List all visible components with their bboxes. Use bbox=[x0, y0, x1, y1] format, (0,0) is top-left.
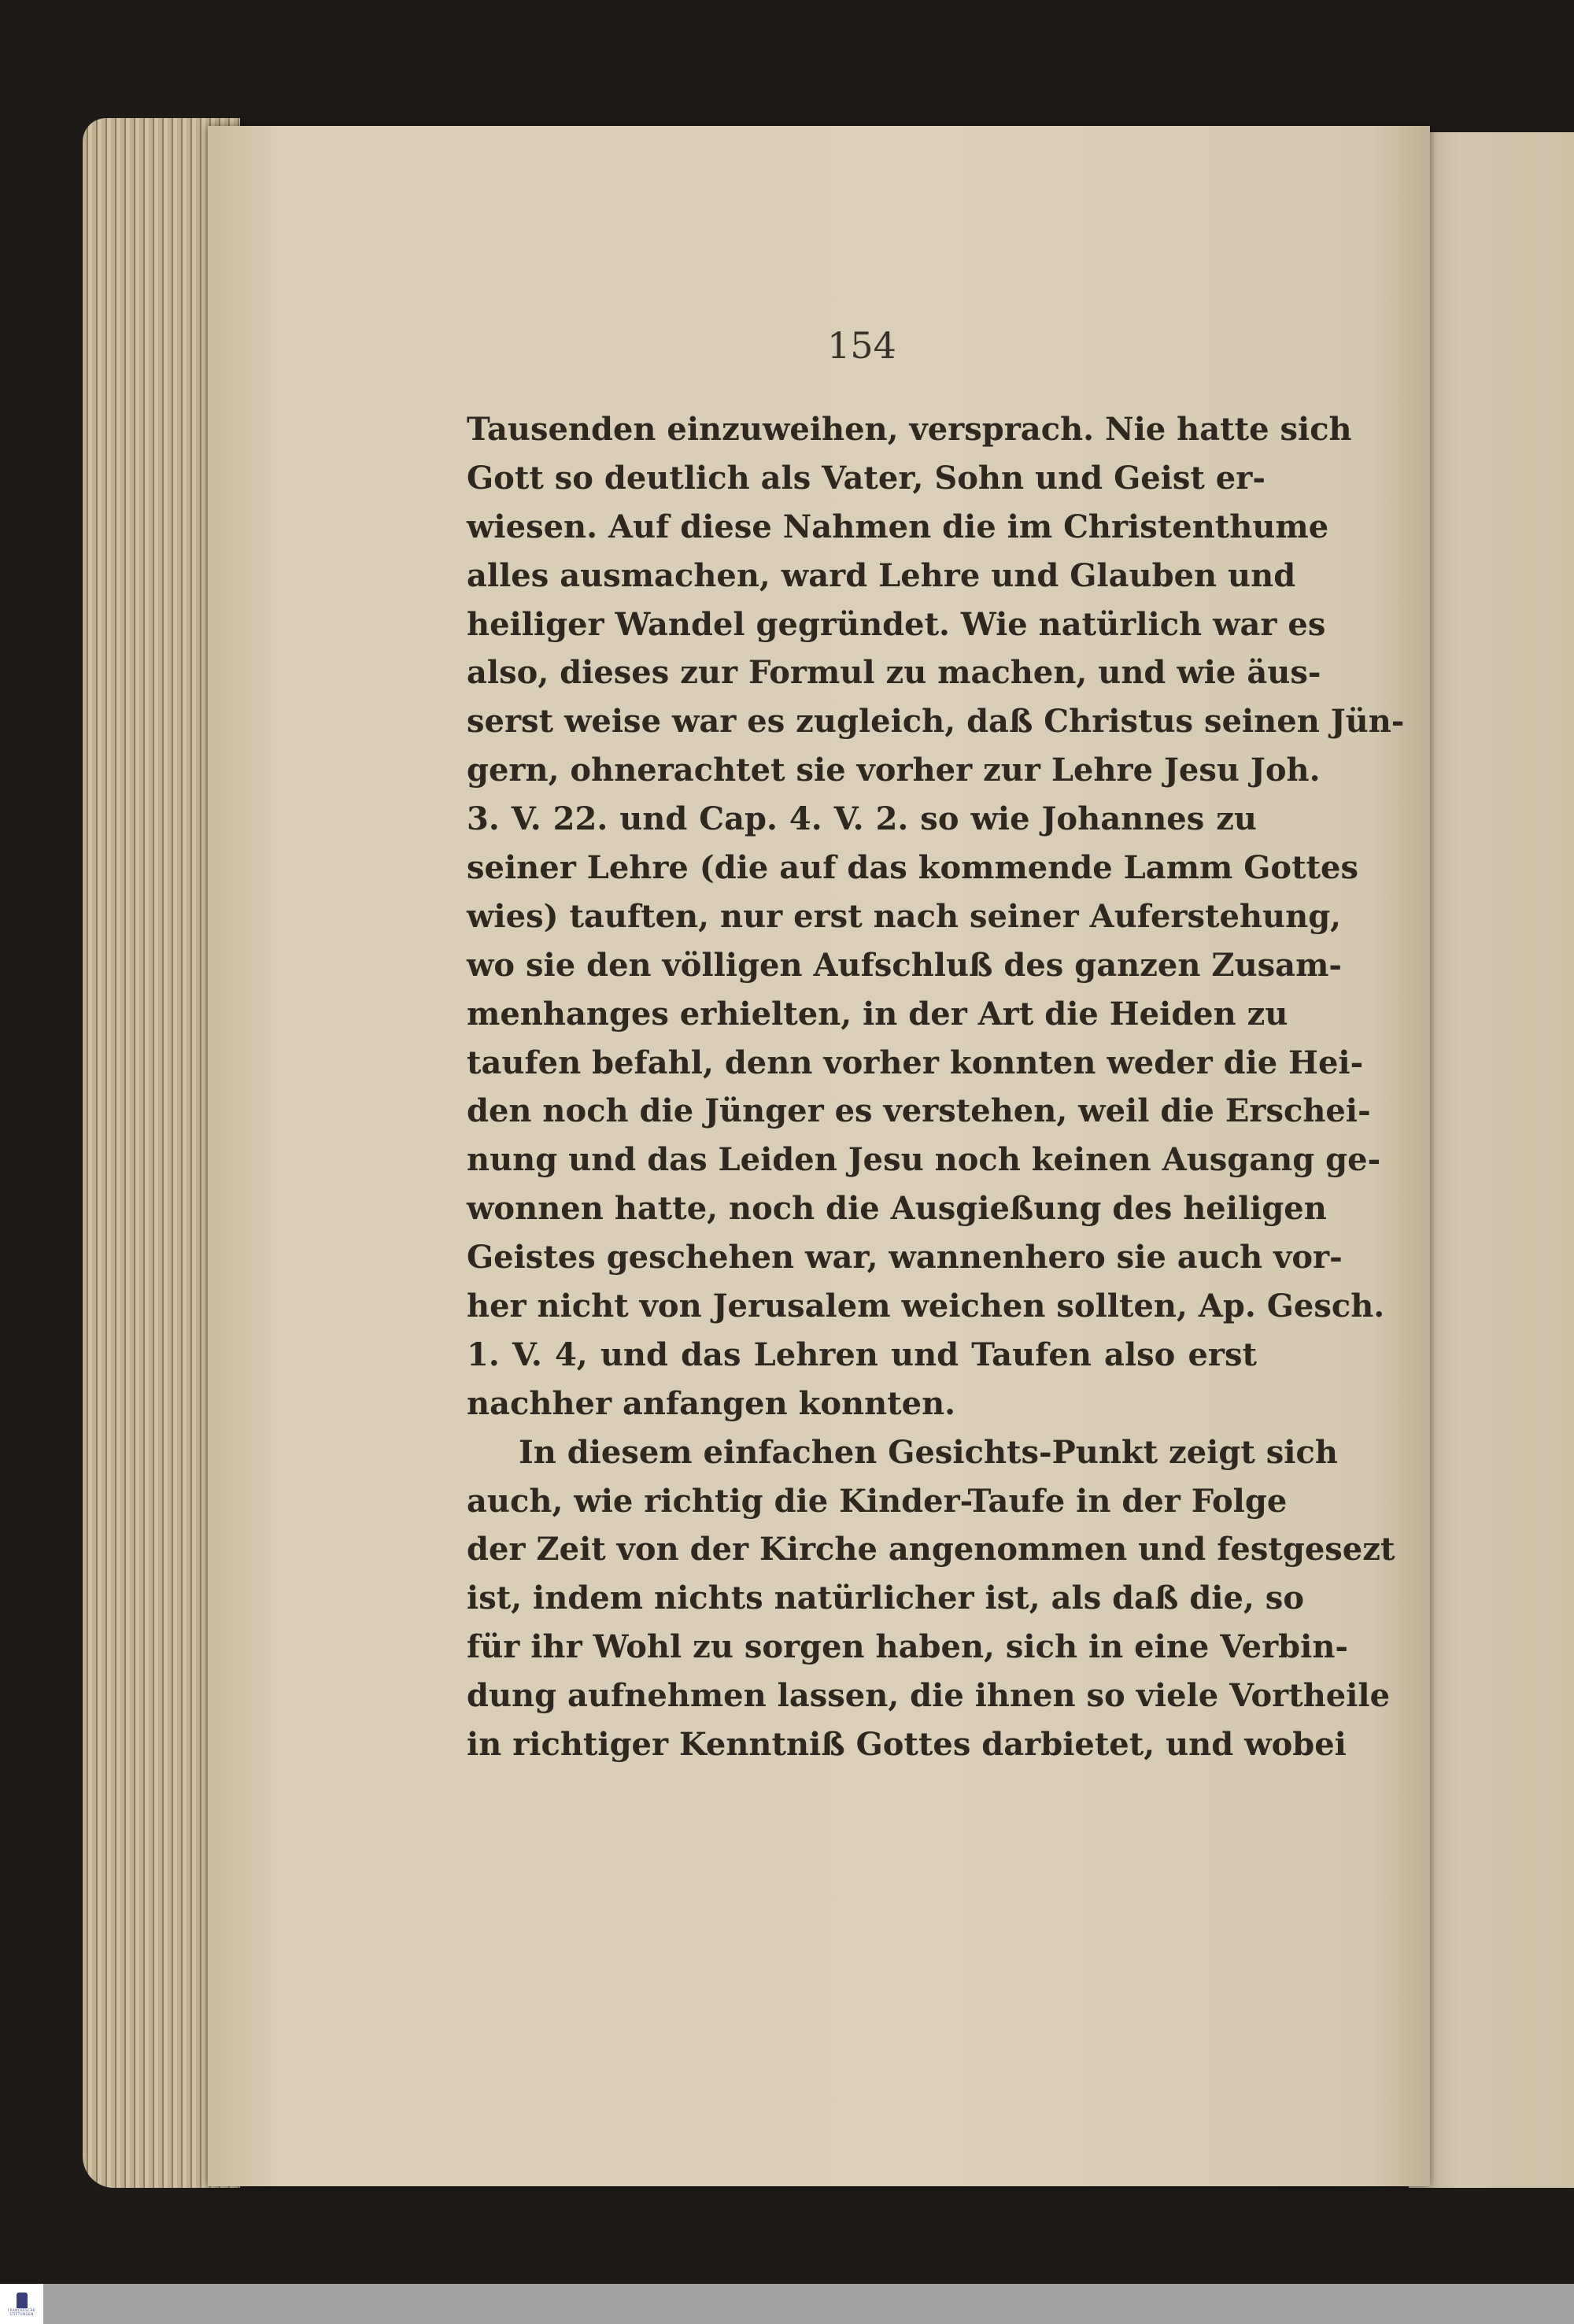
logo-icon bbox=[17, 2293, 28, 2308]
text-line: der Zeit von der Kirche angenommen und festgesezt bbox=[467, 1531, 1395, 1568]
institution-logo[interactable] bbox=[0, 2284, 43, 2324]
text-line: seiner Lehre (die auf das kommende Lamm Gottes bbox=[467, 849, 1359, 887]
text-line: Tausenden einzuweihen, versprach. Nie hatte sich bbox=[467, 411, 1352, 448]
text-line: dung aufnehmen lassen, die ihnen so viele Vortheile bbox=[467, 1677, 1391, 1715]
text-line: 1. V. 4, und das Lehren und Taufen also erst bbox=[467, 1336, 1257, 1373]
text-line: serst weise war es zugleich, daß Christus seinen Jün- bbox=[467, 703, 1405, 741]
text-line: taufen befahl, denn vorher konnten weder die Hei- bbox=[467, 1044, 1364, 1081]
text-line: heiliger Wandel gegründet. Wie natürlich war es bbox=[467, 605, 1326, 643]
text-line: gern, ohnerachtet sie vorher zur Lehre Jesu Joh. bbox=[467, 752, 1321, 789]
text-line: wo sie den völligen Aufschluß des ganzen Zusam- bbox=[467, 946, 1343, 984]
facing-page bbox=[1409, 132, 1574, 2188]
text-line: menhanges erhielten, in der Art die Heiden zu bbox=[467, 995, 1288, 1033]
text-line: Geistes geschehen war, wannenhero sie auch vor- bbox=[467, 1239, 1343, 1277]
text-line: wies) tauften, nur erst nach seiner Auferstehung, bbox=[467, 897, 1342, 935]
page-text bbox=[467, 405, 1405, 1769]
text-line: Gott so deutlich als Vater, Sohn und Geist er- bbox=[467, 459, 1265, 497]
text-line: ist, indem nichts natürlicher ist, als daß die, so bbox=[467, 1580, 1305, 1617]
text-line: 3. V. 22. und Cap. 4. V. 2. so wie Johannes zu bbox=[467, 800, 1257, 838]
text-line: in richtiger Kenntniß Gottes darbietet, und wobei bbox=[467, 1726, 1347, 1764]
text-line: auch, wie richtig die Kinder-Taufe in der Folge bbox=[467, 1482, 1288, 1520]
text-line: wonnen hatte, noch die Ausgießung des heiligen bbox=[467, 1190, 1327, 1228]
text-line: alles ausmachen, ward Lehre und Glauben und bbox=[467, 556, 1296, 594]
logo-text: FRANCKESCHE STIFTUNGEN bbox=[8, 2307, 35, 2316]
viewer-footer-bar bbox=[0, 2284, 1574, 2324]
page-number: 154 bbox=[827, 324, 896, 367]
text-line: nung und das Leiden Jesu noch keinen Ausgang ge- bbox=[467, 1141, 1381, 1179]
text-line: In diesem einfachen Gesichts-Punkt zeigt sich bbox=[519, 1433, 1338, 1471]
text-line: wiesen. Auf diese Nahmen die im Christenthume bbox=[467, 508, 1329, 545]
text-line: her nicht von Jerusalem weichen sollten, Ap. Gesch. bbox=[467, 1288, 1385, 1325]
text-line: für ihr Wohl zu sorgen haben, sich in eine Verbin- bbox=[467, 1628, 1348, 1666]
text-line: nachher anfangen konnten. bbox=[467, 1384, 956, 1422]
text-line: also, dieses zur Formul zu machen, und wie äus- bbox=[467, 654, 1321, 692]
text-line: den noch die Jünger es verstehen, weil die Erschei- bbox=[467, 1092, 1371, 1130]
